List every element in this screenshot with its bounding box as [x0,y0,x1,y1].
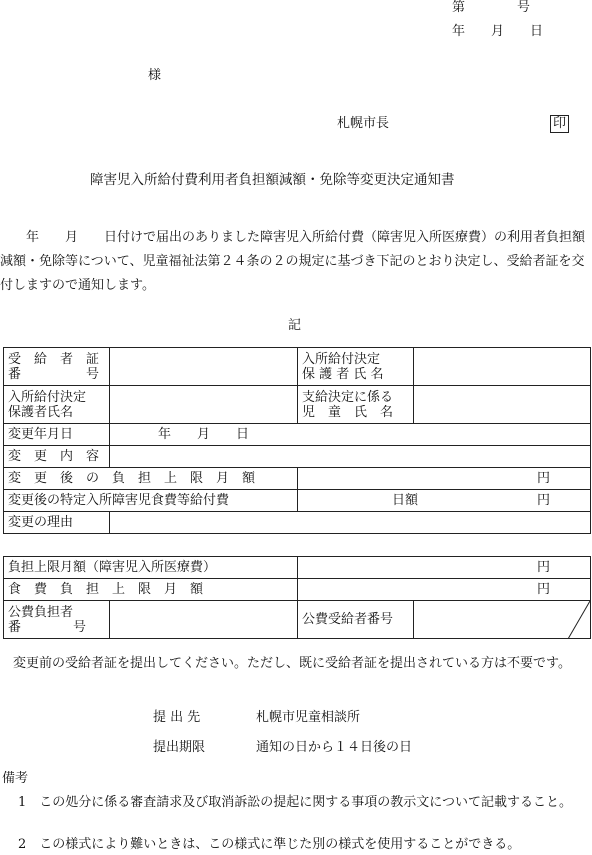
guardian-name-value[interactable] [110,386,298,424]
body-paragraph: 年 月 日付けで届出のありました障害児入所給付費（障害児入所医療費）の利用者負担額減額・免除等について、児童福祉法第２４条の２の規定に基づき下記のとおり決定し、受給者証を交付しますので通知します。 [0,230,586,293]
change-details-table [3,347,591,534]
burden-limit-table [3,556,591,639]
change-date-label: 変更年月日 [4,424,110,446]
public-recipient-digits[interactable] [414,601,591,639]
document-title: 障害児入所給付費利用者負担額減額・免除等変更決定通知書 [90,172,455,188]
notice-text: 変更前の受給者証を提出してください。ただし、既に受給者証を提出されている方は不要です。 [0,656,571,671]
remark-item-2: 2 この様式により難いときは、この様式に準じた別の様式を使用することができる。 [18,837,521,852]
child-name-label: 支給決定に係る 児 童 氏 名 [298,386,414,424]
submit-to-value: 札幌市児童相談所 [256,710,361,725]
recipient-number-digits[interactable] [110,348,298,386]
child-name-value[interactable] [414,386,591,424]
medical-limit-label: 負担上限月額（障害児入所医療費） [4,557,298,579]
reason-value[interactable] [110,512,591,534]
public-payer-label: 公費負担者 番 号 [4,601,110,639]
guardian-decided-value[interactable] [414,348,591,386]
food-cost-label: 食 費 負 担 上 限 月 額 [4,579,298,601]
diagonal-slash-icon [568,601,590,639]
recipient-number-label: 受 給 者 証 番 号 [4,348,110,386]
change-date-value[interactable]: 年 月 日 [110,424,591,446]
post-limit-value[interactable]: 円 [298,468,591,490]
post-limit-label: 変 更 後 の 負 担 上 限 月 額 [4,468,298,490]
submit-to-label: 提 出 先 [153,710,201,725]
public-payer-digits[interactable] [110,601,298,639]
special-food-value[interactable]: 日額 円 [298,490,591,512]
document-number-label: 第 号 [452,0,531,15]
public-recipient-label: 公費受給者番号 [298,601,414,639]
seal-stamp: 印 [550,115,569,133]
food-cost-value[interactable]: 円 [298,579,591,601]
issuer-name: 札幌市長 [337,116,390,131]
document-date-label: 年 月 日 [452,24,544,39]
deadline-label: 提出期限 [153,740,206,755]
guardian-decided-label: 入所給付決定 保 護 者 氏 名 [298,348,414,386]
deadline-value: 通知の日から１４日後の日 [256,740,413,755]
change-content-value[interactable] [110,446,591,468]
change-content-label: 変 更 内 容 [4,446,110,468]
medical-limit-value[interactable]: 円 [298,557,591,579]
reason-label: 変更の理由 [4,512,110,534]
guardian-name-label: 入所給付決定 保護者氏名 [4,386,110,424]
addressee-suffix: 様 [148,68,162,83]
remarks-heading: 備考 [2,771,29,786]
remark-item-1: 1 この処分に係る審査請求及び取消訴訟の提起に関する事項の教示文について記載すること。 [18,795,573,810]
ki-label: 記 [288,318,302,333]
special-food-label: 変更後の特定入所障害児食費等給付費 [4,490,298,512]
